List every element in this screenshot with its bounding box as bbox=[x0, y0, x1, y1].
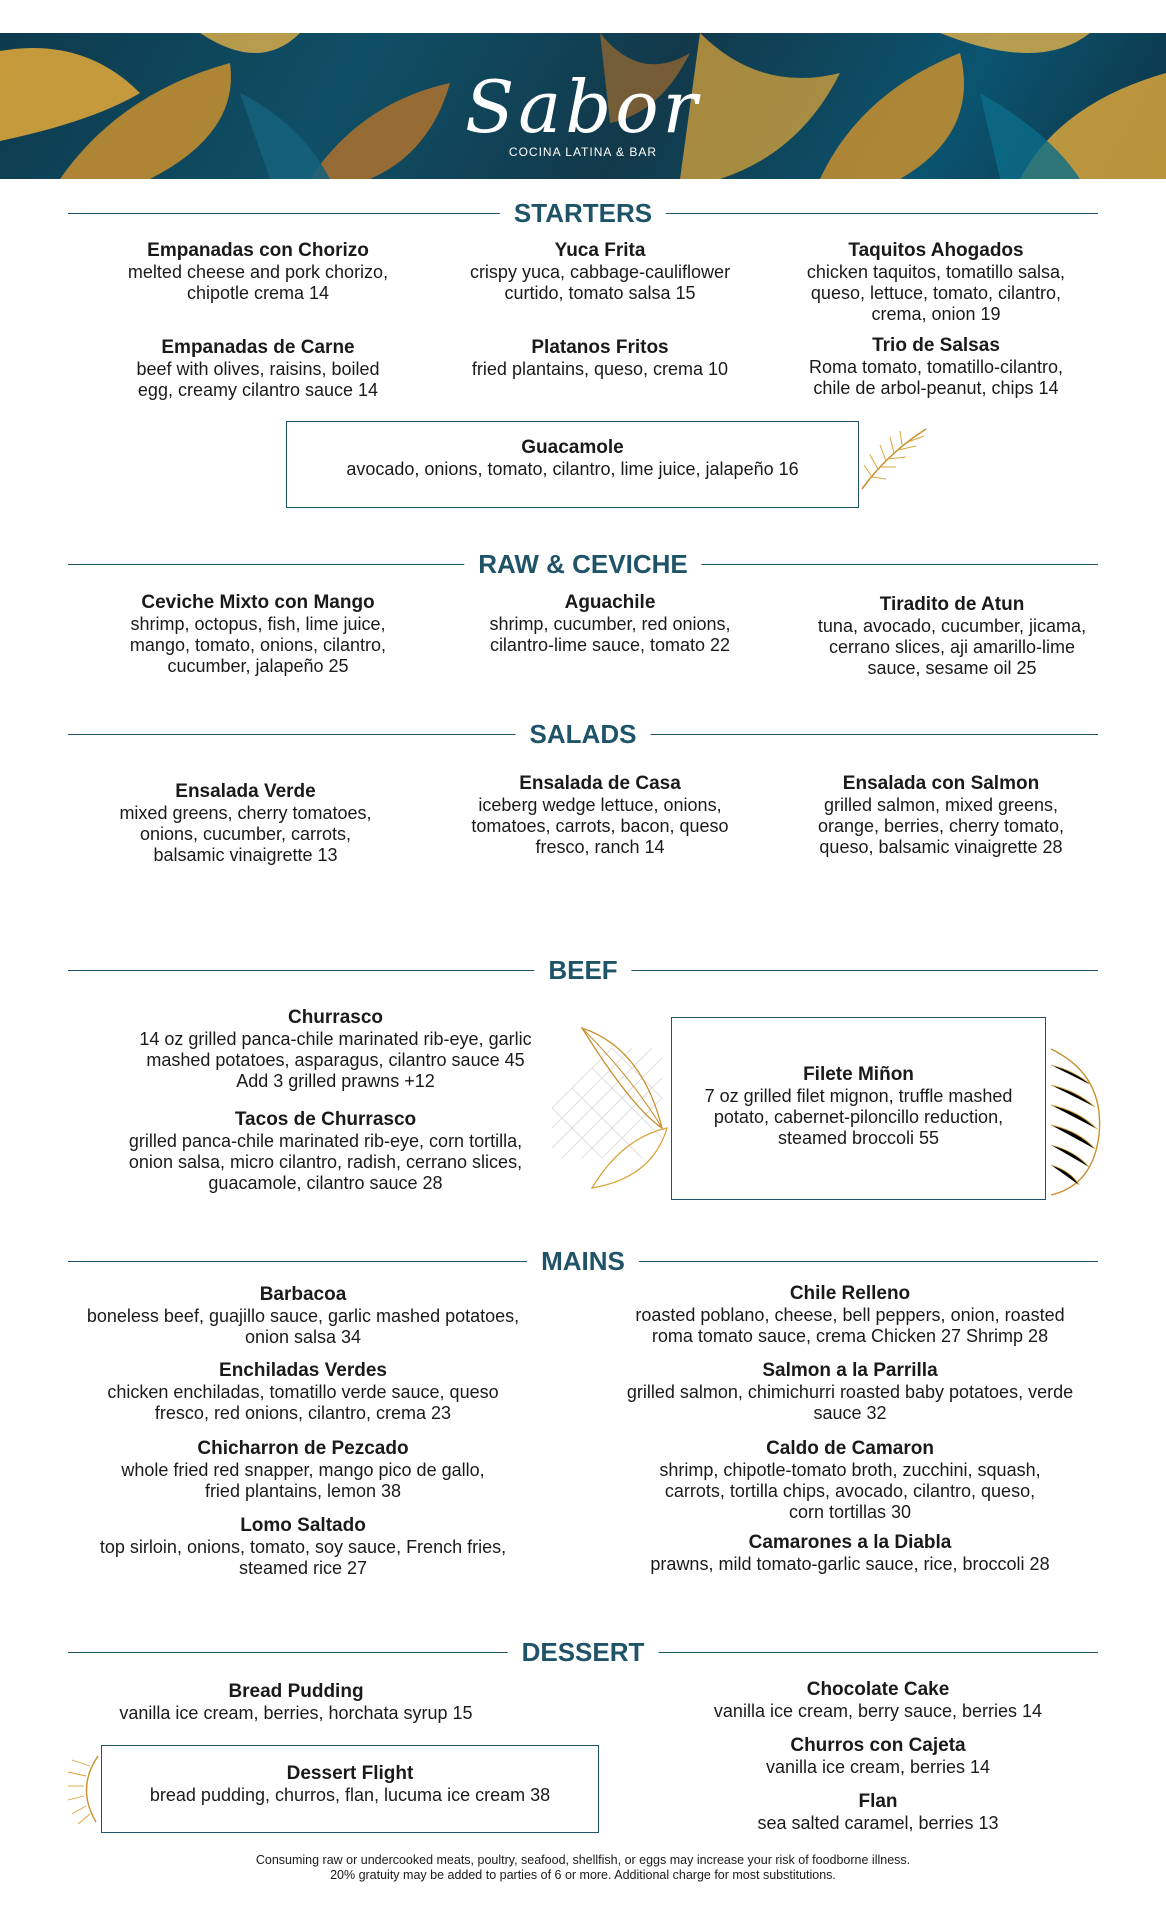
footer-disclaimer bbox=[0, 1853, 1166, 1883]
section-title: SALADS bbox=[516, 718, 651, 750]
menu-item: Tiradito de Atun tuna, avocado, cucumber, jicama, cerrano slices, aji amarillo-lime sauce, sesame oil 25 bbox=[817, 594, 1087, 678]
section-mains bbox=[68, 1245, 1098, 1277]
menu-item: Empanadas de Carne beef with olives, raisins, boiled egg, creamy cilantro sauce 14 bbox=[136, 337, 380, 400]
menu-item: Ceviche Mixto con Mango shrimp, octopus, fish, lime juice, mango, tomato, onions, cilantro, cucumber, jalapeño 25 bbox=[129, 592, 387, 676]
menu-item-featured: Filete Miñon 7 oz grilled filet mignon, truffle mashed potato, cabernet-piloncillo reduction, steamed broccoli 55 bbox=[704, 1064, 1013, 1148]
menu-item: Ensalada Verde mixed greens, cherry tomatoes, onions, cucumber, carrots, balsamic vinaigrette 13 bbox=[119, 781, 372, 865]
header-banner bbox=[0, 33, 1166, 179]
section-title: RAW & CEVICHE bbox=[464, 548, 701, 580]
menu-item-featured: Guacamole avocado, onions, tomato, cilantro, lime juice, jalapeño 16 bbox=[346, 437, 799, 479]
menu-item: Flan sea salted caramel, berries 13 bbox=[757, 1791, 999, 1833]
menu-item: Platanos Fritos fried plantains, queso, crema 10 bbox=[471, 337, 729, 379]
menu-item: Enchiladas Verdes chicken enchiladas, tomatillo verde sauce, queso fresco, red onions, cilantro, crema 23 bbox=[107, 1360, 499, 1423]
menu-item: Churros con Cajeta vanilla ice cream, berries 14 bbox=[765, 1735, 991, 1777]
gold-leaf-icon bbox=[552, 1018, 670, 1198]
menu-item: Chicharron de Pezcado whole fried red snapper, mango pico de gallo, fried plantains, lemon 38 bbox=[121, 1438, 485, 1501]
section-beef bbox=[68, 954, 1098, 986]
section-salads bbox=[68, 718, 1098, 750]
menu-item: Salmon a la Parrilla grilled salmon, chimichurri roasted baby potatoes, verde sauce 32 bbox=[626, 1360, 1074, 1423]
section-dessert bbox=[68, 1636, 1098, 1668]
menu-item: Chile Relleno roasted poblano, cheese, bell peppers, onion, roasted roma tomato sauce, crema Chicken 27 Shrimp 28 bbox=[635, 1283, 1065, 1346]
footer-line: 20% gratuity may be added to parties of 6 or more. Additional charge for most substitutions. bbox=[330, 1868, 836, 1882]
gold-leaf-icon bbox=[858, 423, 930, 493]
menu-item: Churrasco 14 oz grilled panca-chile marinated rib-eye, garlic mashed potatoes, asparagus, cilantro sauce 45 Add 3 grilled prawns +12 bbox=[139, 1007, 532, 1091]
menu-item: Aguachile shrimp, cucumber, red onions, cilantro-lime sauce, tomato 22 bbox=[489, 592, 731, 655]
section-title: MAINS bbox=[527, 1245, 639, 1277]
menu-item: Lomo Saltado top sirloin, onions, tomato, soy sauce, French fries, steamed rice 27 bbox=[99, 1515, 507, 1578]
section-starters bbox=[68, 197, 1098, 229]
menu-item: Trio de Salsas Roma tomato, tomatillo-cilantro, chile de arbol-peanut, chips 14 bbox=[808, 335, 1064, 398]
menu-item: Barbacoa boneless beef, guajillo sauce, garlic mashed potatoes, onion salsa 34 bbox=[86, 1284, 520, 1347]
gold-leaf-icon bbox=[66, 1752, 102, 1826]
menu-item: Bread Pudding vanilla ice cream, berries, horchata syrup 15 bbox=[119, 1681, 473, 1723]
footer-line: Consuming raw or undercooked meats, poultry, seafood, shellfish, or eggs may increase your risk of foodborne illness. bbox=[255, 1853, 911, 1867]
section-title: BEEF bbox=[534, 954, 631, 986]
menu-item: Ensalada con Salmon grilled salmon, mixed greens, orange, berries, cherry tomato, queso, balsamic vinaigrette 28 bbox=[817, 773, 1065, 857]
menu-item: Chocolate Cake vanilla ice cream, berry sauce, berries 14 bbox=[713, 1679, 1043, 1721]
menu-item: Empanadas con Chorizo melted cheese and pork chorizo, chipotle crema 14 bbox=[127, 240, 389, 303]
gold-leaf-icon bbox=[1045, 1045, 1103, 1201]
brand-logo: Sabor bbox=[464, 65, 702, 149]
menu-item-featured: Dessert Flight bread pudding, churros, flan, lucuma ice cream 38 bbox=[149, 1763, 551, 1805]
section-raw-ceviche bbox=[68, 548, 1098, 580]
menu-item: Ensalada de Casa iceberg wedge lettuce, onions, tomatoes, carrots, bacon, queso fresco, ranch 14 bbox=[471, 773, 729, 857]
menu-item: Camarones a la Diabla prawns, mild tomato-garlic sauce, rice, broccoli 28 bbox=[650, 1532, 1050, 1574]
menu-item: Tacos de Churrasco grilled panca-chile marinated rib-eye, corn tortilla, onion salsa, micro cilantro, radish, cerrano slices, guacamole, cilantro sauce 28 bbox=[128, 1109, 523, 1193]
section-title: DESSERT bbox=[508, 1636, 659, 1668]
menu-item: Yuca Frita crispy yuca, cabbage-cauliflower curtido, tomato salsa 15 bbox=[469, 240, 731, 303]
section-title: STARTERS bbox=[500, 197, 666, 229]
menu-item: Caldo de Camaron shrimp, chipotle-tomato broth, zucchini, squash, carrots, tortilla chips, avocado, cilantro, queso, corn tortillas 30 bbox=[659, 1438, 1041, 1522]
menu-item: Taquitos Ahogados chicken taquitos, tomatillo salsa, queso, lettuce, tomato, cilantro, crema, onion 19 bbox=[806, 240, 1066, 324]
brand-tagline: COCINA LATINA & BAR bbox=[508, 145, 658, 159]
